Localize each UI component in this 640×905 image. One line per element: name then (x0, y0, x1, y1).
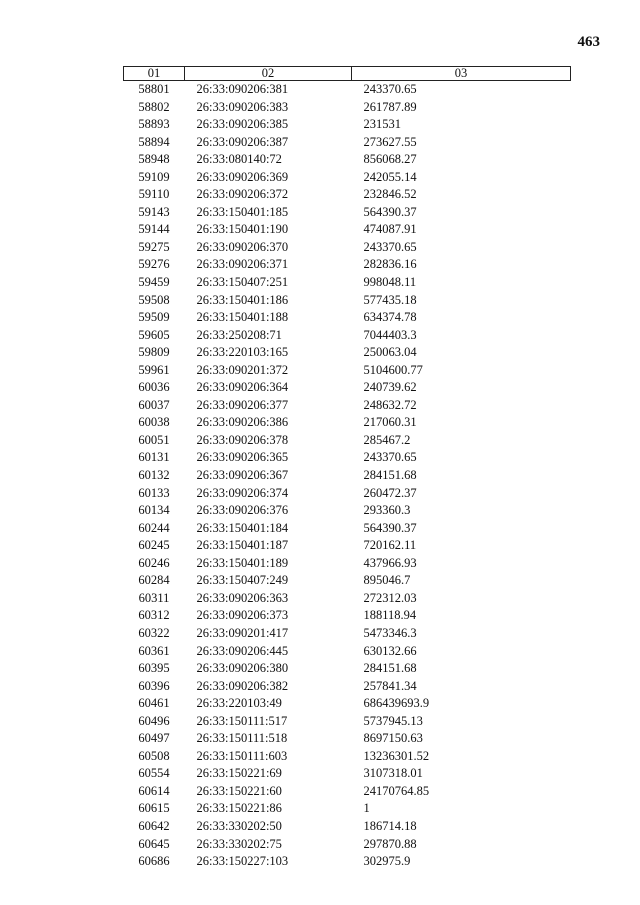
column-header-02: 02 (185, 67, 352, 81)
row-id-cell: 60131 (138, 450, 170, 465)
row-id-cell: 59109 (138, 169, 170, 184)
value-cell: 895046.7 (363, 573, 411, 588)
row-id-cell: 60615 (138, 801, 170, 816)
table-row (124, 432, 571, 450)
table-row (124, 292, 571, 310)
cadastral-number-cell: 26:33:250208:71 (196, 327, 282, 342)
value-cell: 217060.31 (363, 415, 417, 430)
value-cell: 282836.16 (363, 257, 417, 272)
row-id-cell: 60133 (138, 485, 170, 500)
value-cell: 243370.65 (363, 450, 417, 465)
table-row (124, 274, 571, 292)
row-id-cell: 58802 (138, 99, 170, 114)
value-cell: 24170764.85 (363, 783, 430, 798)
value-cell: 5737945.13 (363, 713, 423, 728)
value-cell: 242055.14 (363, 169, 417, 184)
table-row (124, 520, 571, 538)
row-id-cell: 60132 (138, 468, 170, 483)
cadastral-number-cell: 26:33:150111:603 (196, 748, 288, 763)
row-id-cell: 60036 (138, 380, 170, 395)
table-row (124, 204, 571, 222)
table-row (124, 853, 571, 871)
row-id-cell: 60246 (138, 555, 170, 570)
value-cell: 564390.37 (363, 520, 417, 535)
table-row (124, 169, 571, 187)
row-id-cell: 59143 (138, 204, 170, 219)
cadastral-number-cell: 26:33:150227:103 (196, 854, 289, 869)
cadastral-number-cell: 26:33:090206:445 (196, 643, 289, 658)
row-id-cell: 58893 (138, 117, 170, 132)
row-id-cell: 60614 (138, 783, 170, 798)
table-row (124, 221, 571, 239)
value-cell: 261787.89 (363, 99, 417, 114)
value-cell: 243370.65 (363, 239, 417, 254)
row-id-cell: 59961 (138, 362, 170, 377)
row-id-cell: 59459 (138, 275, 170, 290)
table-row (124, 555, 571, 573)
cadastral-number-cell: 26:33:150221:69 (196, 766, 282, 781)
table-row (124, 625, 571, 643)
table-header-row (124, 67, 571, 81)
cadastral-number-cell: 26:33:090206:365 (196, 450, 289, 465)
cadastral-number-cell: 26:33:090201:417 (196, 625, 289, 640)
cadastral-number-cell: 26:33:150221:86 (196, 801, 282, 816)
cadastral-number-cell: 26:33:090206:376 (196, 503, 289, 518)
cadastral-number-cell: 26:33:150111:518 (196, 731, 288, 746)
cadastral-number-cell: 26:33:330202:50 (196, 818, 282, 833)
row-id-cell: 60396 (138, 678, 170, 693)
value-cell: 284151.68 (363, 468, 417, 483)
value-cell: 577435.18 (363, 292, 417, 307)
page-number: 463 (577, 34, 600, 50)
value-cell: 474087.91 (363, 222, 417, 237)
value-cell: 686439693.9 (363, 696, 430, 711)
value-cell: 7044403.3 (363, 327, 417, 342)
value-cell: 13236301.52 (363, 748, 430, 763)
row-id-cell: 60038 (138, 415, 170, 430)
table-row (124, 643, 571, 661)
value-cell: 257841.34 (363, 678, 417, 693)
table-row (124, 362, 571, 380)
row-id-cell: 58894 (138, 134, 170, 149)
value-cell: 3107318.01 (363, 766, 423, 781)
row-id-cell: 60497 (138, 731, 170, 746)
table-row (124, 186, 571, 204)
table-row (124, 151, 571, 169)
row-id-cell: 59509 (138, 310, 170, 325)
table-row (124, 765, 571, 783)
value-cell: 243370.65 (363, 82, 417, 96)
cadastral-number-cell: 26:33:090206:383 (196, 99, 289, 114)
value-cell: 5104600.77 (363, 362, 423, 377)
table-row (124, 818, 571, 836)
cadastral-number-cell: 26:33:330202:75 (196, 836, 282, 851)
column-header-01: 01 (124, 67, 185, 81)
row-id-cell: 59276 (138, 257, 170, 272)
value-cell: 1 (363, 801, 370, 816)
table-row (124, 99, 571, 117)
row-id-cell: 60642 (138, 818, 170, 833)
table-row (124, 239, 571, 257)
value-cell: 273627.55 (363, 134, 417, 149)
table-row (124, 485, 571, 503)
value-cell: 231531 (363, 117, 401, 132)
row-id-cell: 59508 (138, 292, 170, 307)
cadastral-number-cell: 26:33:090206:374 (196, 485, 289, 500)
table-row (124, 607, 571, 625)
row-id-cell: 59144 (138, 222, 170, 237)
cadastral-number-cell: 26:33:090206:386 (196, 415, 289, 430)
value-cell: 302975.9 (363, 854, 411, 869)
row-id-cell: 60686 (138, 854, 170, 869)
row-id-cell: 60395 (138, 661, 170, 676)
cadastral-number-cell: 26:33:150111:517 (196, 713, 288, 728)
value-cell: 250063.04 (363, 345, 417, 360)
value-cell: 186714.18 (363, 818, 417, 833)
value-cell: 5473346.3 (363, 625, 417, 640)
row-id-cell: 60361 (138, 643, 170, 658)
cadastral-number-cell: 26:33:090206:372 (196, 187, 289, 202)
value-cell: 248632.72 (363, 397, 417, 412)
value-cell: 284151.68 (363, 661, 417, 676)
cadastral-number-cell: 26:33:090206:364 (196, 380, 289, 395)
row-id-cell: 60134 (138, 503, 170, 518)
cadastral-number-cell: 26:33:090206:373 (196, 608, 289, 623)
table-row (124, 256, 571, 274)
value-cell: 232846.52 (363, 187, 417, 202)
cadastral-number-cell: 26:33:220103:49 (196, 696, 282, 711)
table-body (124, 81, 571, 871)
row-id-cell: 60244 (138, 520, 170, 535)
table-row (124, 678, 571, 696)
cadastral-number-cell: 26:33:150407:249 (196, 573, 289, 588)
value-cell: 630132.66 (363, 643, 417, 658)
row-id-cell: 59275 (138, 239, 170, 254)
row-id-cell: 58948 (138, 152, 170, 167)
table-row (124, 572, 571, 590)
table-row (124, 414, 571, 432)
cadastral-number-cell: 26:33:090206:380 (196, 661, 289, 676)
cadastral-number-cell: 26:33:090201:372 (196, 362, 289, 377)
value-cell: 285467.2 (363, 432, 411, 447)
value-cell: 437966.93 (363, 555, 417, 570)
cadastral-number-cell: 26:33:150407:251 (196, 275, 289, 290)
table-row (124, 379, 571, 397)
row-id-cell: 60554 (138, 766, 170, 781)
row-id-cell: 60312 (138, 608, 170, 623)
value-cell: 260472.37 (363, 485, 417, 500)
row-id-cell: 60245 (138, 538, 170, 553)
table-row (124, 134, 571, 152)
table-row (124, 116, 571, 134)
value-cell: 720162.11 (363, 538, 417, 553)
row-id-cell: 60508 (138, 748, 170, 763)
row-id-cell: 59605 (138, 327, 170, 342)
cadastral-number-cell: 26:33:150401:184 (196, 520, 289, 535)
row-id-cell: 60496 (138, 713, 170, 728)
table-row (124, 713, 571, 731)
table-header (124, 67, 571, 81)
cadastral-number-cell: 26:33:150221:60 (196, 783, 282, 798)
table-row (124, 748, 571, 766)
row-id-cell: 60322 (138, 625, 170, 640)
table-row (124, 397, 571, 415)
cadastral-number-cell: 26:33:090206:378 (196, 432, 289, 447)
cadastral-number-cell: 26:33:090206:381 (196, 82, 289, 96)
value-cell: 240739.62 (363, 380, 417, 395)
value-cell: 297870.88 (363, 836, 417, 851)
data-table (123, 66, 571, 871)
cadastral-number-cell: 26:33:220103:165 (196, 345, 289, 360)
cadastral-number-cell: 26:33:090206:387 (196, 134, 289, 149)
row-id-cell: 60645 (138, 836, 170, 851)
table-row (124, 730, 571, 748)
cadastral-number-cell: 26:33:150401:188 (196, 310, 289, 325)
table-row (124, 81, 571, 99)
table-row (124, 660, 571, 678)
value-cell: 564390.37 (363, 204, 417, 219)
row-id-cell: 58801 (138, 82, 170, 96)
table-row (124, 344, 571, 362)
cadastral-number-cell: 26:33:090206:382 (196, 678, 289, 693)
value-cell: 856068.27 (363, 152, 417, 167)
table-row (124, 836, 571, 854)
table-row (124, 800, 571, 818)
value-cell: 188118.94 (363, 608, 417, 623)
value-cell: 272312.03 (363, 590, 417, 605)
row-id-cell: 59110 (138, 187, 170, 202)
table-row (124, 467, 571, 485)
cadastral-number-cell: 26:33:150401:190 (196, 222, 289, 237)
table-row (124, 537, 571, 555)
cadastral-number-cell: 26:33:150401:187 (196, 538, 289, 553)
cadastral-number-cell: 26:33:150401:185 (196, 204, 289, 219)
table-row (124, 309, 571, 327)
table-row (124, 327, 571, 345)
cadastral-number-cell: 26:33:090206:369 (196, 169, 289, 184)
cadastral-number-cell: 26:33:090206:367 (196, 468, 289, 483)
table-row (124, 590, 571, 608)
value-cell: 293360.3 (363, 503, 411, 518)
table-row (124, 695, 571, 713)
column-header-03: 03 (352, 67, 571, 81)
cadastral-number-cell: 26:33:090206:377 (196, 397, 289, 412)
table-row (124, 502, 571, 520)
value-cell: 634374.78 (363, 310, 417, 325)
value-cell: 998048.11 (363, 275, 417, 290)
data-table-container (123, 66, 570, 871)
row-id-cell: 60051 (138, 432, 170, 447)
row-id-cell: 60284 (138, 573, 170, 588)
row-id-cell: 60461 (138, 696, 170, 711)
cadastral-number-cell: 26:33:090206:385 (196, 117, 289, 132)
table-row (124, 783, 571, 801)
row-id-cell: 59809 (138, 345, 170, 360)
cadastral-number-cell: 26:33:150401:186 (196, 292, 289, 307)
cadastral-number-cell: 26:33:080140:72 (196, 152, 282, 167)
value-cell: 8697150.63 (363, 731, 423, 746)
row-id-cell: 60037 (138, 397, 170, 412)
cadastral-number-cell: 26:33:090206:371 (196, 257, 289, 272)
cadastral-number-cell: 26:33:090206:363 (196, 590, 289, 605)
table-row (124, 449, 571, 467)
cadastral-number-cell: 26:33:090206:370 (196, 239, 289, 254)
cadastral-number-cell: 26:33:150401:189 (196, 555, 289, 570)
row-id-cell: 60311 (138, 590, 170, 605)
